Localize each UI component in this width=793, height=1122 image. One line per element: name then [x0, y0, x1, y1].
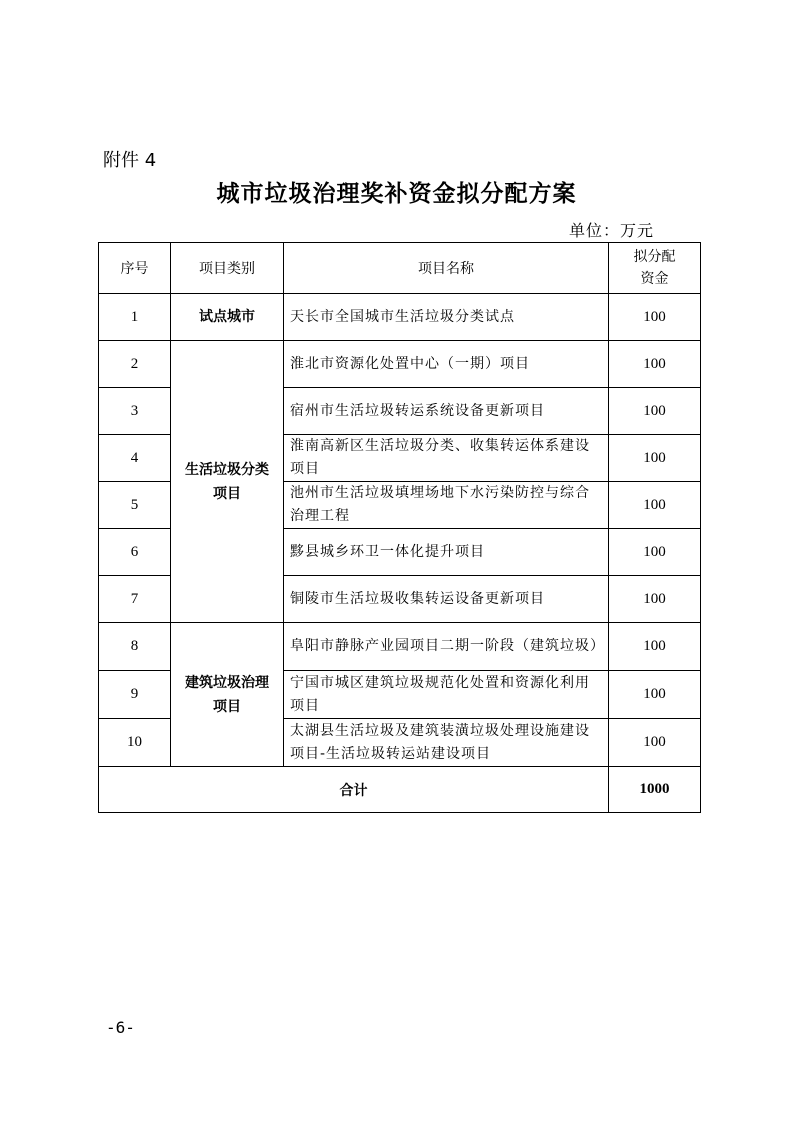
- table-row: [99, 623, 701, 671]
- table-header-row: [99, 243, 701, 294]
- document-title: 城市垃圾治理奖补资金拟分配方案: [216, 180, 577, 207]
- total-label: 合计: [99, 767, 609, 813]
- amount-cell: 100: [609, 482, 701, 529]
- total-row: [99, 767, 701, 813]
- project-name: 淮南高新区生活垃圾分类、收集转运体系建设项目: [284, 435, 609, 482]
- row-index: 7: [99, 576, 171, 623]
- row-index: 9: [99, 671, 171, 719]
- project-name: 铜陵市生活垃圾收集转运设备更新项目: [284, 576, 609, 623]
- project-name: 淮北市资源化处置中心（一期）项目: [284, 341, 609, 388]
- amount-cell: 100: [609, 388, 701, 435]
- total-amount: 1000: [609, 767, 701, 813]
- amount-cell: 100: [609, 341, 701, 388]
- table-row: [99, 341, 701, 388]
- project-name: 宿州市生活垃圾转运系统设备更新项目: [284, 388, 609, 435]
- amount-cell: 100: [609, 623, 701, 671]
- category-cell: 试点城市: [171, 294, 284, 341]
- attachment-label: 附件 4: [103, 150, 157, 171]
- project-name: 阜阳市静脉产业园项目二期一阶段（建筑垃圾）: [284, 623, 609, 671]
- row-index: 8: [99, 623, 171, 671]
- header-category: 项目类别: [171, 243, 284, 294]
- amount-cell: 100: [609, 529, 701, 576]
- project-name: 太湖县生活垃圾及建筑装潢垃圾处理设施建设项目-生活垃圾转运站建设项目: [284, 719, 609, 767]
- row-index: 5: [99, 482, 171, 529]
- row-index: 3: [99, 388, 171, 435]
- project-name: 天长市全国城市生活垃圾分类试点: [284, 294, 609, 341]
- project-name: 池州市生活垃圾填埋场地下水污染防控与综合治理工程: [284, 482, 609, 529]
- category-cell: 建筑垃圾治理项目: [171, 623, 284, 767]
- project-name: 宁国市城区建筑垃圾规范化处置和资源化利用项目: [284, 671, 609, 719]
- row-index: 1: [99, 294, 171, 341]
- allocation-table: [98, 242, 701, 813]
- amount-cell: 100: [609, 671, 701, 719]
- header-name: 项目名称: [284, 243, 609, 294]
- amount-cell: 100: [609, 435, 701, 482]
- amount-cell: 100: [609, 576, 701, 623]
- project-name: 黟县城乡环卫一体化提升项目: [284, 529, 609, 576]
- amount-cell: 100: [609, 294, 701, 341]
- row-index: 2: [99, 341, 171, 388]
- category-cell: 生活垃圾分类项目: [171, 341, 284, 623]
- header-index: 序号: [99, 243, 171, 294]
- unit-label: 单位：万元: [569, 221, 655, 240]
- amount-cell: 100: [609, 719, 701, 767]
- page-number: -6-: [106, 1018, 135, 1037]
- row-index: 6: [99, 529, 171, 576]
- row-index: 4: [99, 435, 171, 482]
- table-row: [99, 294, 701, 341]
- header-amount: 拟分配资金: [609, 243, 701, 294]
- row-index: 10: [99, 719, 171, 767]
